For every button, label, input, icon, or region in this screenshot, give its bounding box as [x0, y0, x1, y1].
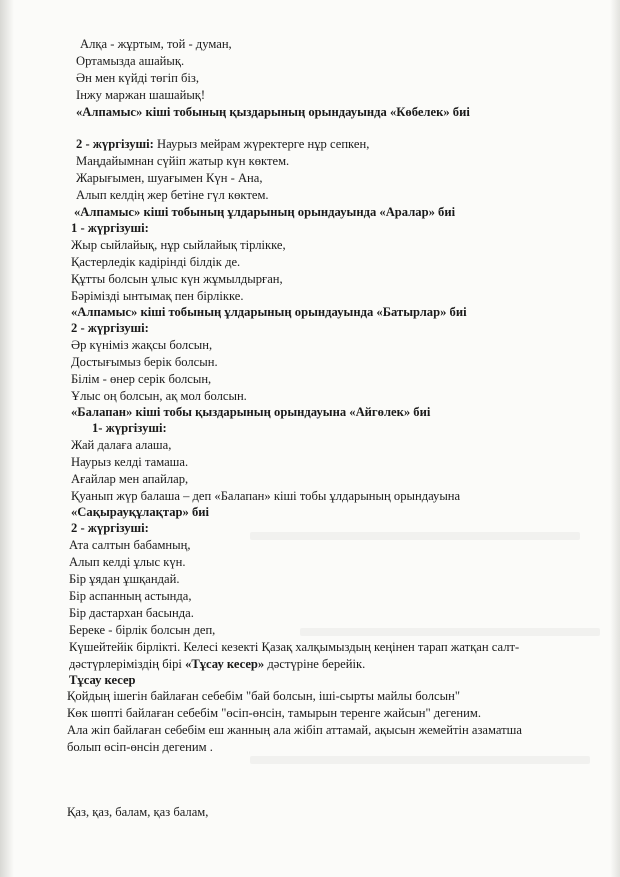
poem-line: Алқа - жұртым, той - думан, — [80, 37, 232, 51]
prose-text: дәстүріне берейік. — [264, 657, 366, 671]
scan-right-edge-shadow — [610, 0, 620, 877]
poem-line: Қастерледік кадірінді білдік де. — [71, 255, 241, 269]
prose-line: Ала жіп байлаған себебім еш жанның ала жібіп аттамай, ақысын жемейтін азаматша — [67, 723, 522, 737]
poem-line: Алып келдің жер бетіне гүл көктем. — [76, 188, 269, 202]
poem-line: Наурыз келді тамаша. — [71, 455, 189, 469]
poem-line: Жарығымен, шуағымен Күн - Ана, — [76, 171, 263, 185]
host-label: 2 - жүргізуші: — [71, 321, 149, 335]
poem-line: Ұлыс оң болсын, ақ мол болсын. — [71, 389, 247, 403]
poem-line: Бір ұядан ұшқандай. — [69, 572, 180, 586]
performance-heading: «Алпамыс» кіші тобының қыздарының орындауында «Көбелек» биі — [76, 105, 470, 119]
section-heading: Тұсау кесер — [69, 673, 136, 687]
poem-line: Ата салтын бабамның, — [69, 538, 191, 552]
host-label: 2 - жүргізуші: — [71, 521, 149, 535]
prose-line — [69, 657, 365, 672]
poem-line: Қуанып жүр балаша – деп «Балапан» кіші тобы ұлдарының орындауына — [71, 489, 461, 503]
performance-heading: «Алпамыс» кіші тобының ұлдарының орындауында «Батырлар» биі — [71, 305, 467, 319]
poem-line: Ортамызда ашайық. — [76, 54, 185, 68]
performance-heading: «Балапан» кіші тобы қыздарының орындауына «Айгөлек» биі — [71, 405, 431, 419]
poem-line: Бәрімізді ынтымақ пен бірлікке. — [71, 289, 244, 303]
poem-line: Ағайлар мен апайлар, — [71, 472, 189, 486]
poem-line: Маңдайымнан сүйіп жатыр күн көктем. — [76, 154, 290, 168]
performance-heading — [71, 505, 209, 520]
bleed-through-mark — [300, 628, 600, 636]
poem-line: Ән мен күйді төгіп біз, — [76, 71, 200, 85]
prose-line: болып өсіп-өнсін дегеним . — [67, 740, 213, 754]
poem-line: Бір дастархан басында. — [69, 606, 194, 620]
poem-line: Жыр сыйлайық, нұр сыйлайық тірлікке, — [71, 238, 286, 252]
performance-heading: «Алпамыс» кіші тобының ұлдарының орындауында «Аралар» биі — [74, 205, 456, 219]
dance-name: «Сақырауқұлақтар» — [71, 505, 189, 519]
scan-left-edge-shadow — [0, 0, 14, 877]
poem-line: Береке - бірлік болсын деп, — [69, 623, 216, 637]
poem-line: Әр күніміз жақсы болсын, — [71, 338, 213, 352]
host-line — [76, 137, 369, 152]
poem-line: Достығымыз берік болсын. — [71, 355, 218, 369]
prose-line: Көк шөпті байлаған себебім "өсіп-өнсін, тамырын теренге жайсын" дегеним. — [67, 706, 481, 720]
prose-text: дәстүрлеріміздің бірі — [69, 657, 186, 671]
poem-line: Алып келді ұлыс күн. — [69, 555, 186, 569]
bleed-through-mark — [250, 532, 580, 540]
poem-line: Жай далаға алаша, — [71, 438, 172, 452]
tradition-name: «Тұсау кесер» — [185, 657, 265, 671]
host-label: 2 - жүргізуші: — [76, 137, 154, 151]
host-label: 1- жүргізуші: — [92, 421, 167, 435]
poem-line: Қаз, қаз, балам, қаз балам, — [67, 805, 209, 819]
prose-line: Күшейтейік бірлікті. Келесі кезекті Қазақ халқымыздың кеңінен тарап жатқан салт- — [69, 640, 520, 654]
poem-line: Бір аспанның астында, — [69, 589, 192, 603]
prose-line: Қойдың ішегін байлаған себебім "бай болсын, іші-сырты майлы болсын" — [67, 689, 460, 703]
dance-suffix: биі — [188, 505, 210, 519]
poem-text: Наурыз мейрам жүректерге нұр сепкен, — [153, 137, 370, 151]
bleed-through-mark — [250, 756, 590, 764]
host-label: 1 - жүргізуші: — [71, 221, 149, 235]
poem-line: Құтты болсын ұлыс күн жұмылдырған, — [71, 272, 283, 286]
poem-line: Інжу маржан шашайық! — [76, 88, 206, 102]
poem-line: Білім - өнер серік болсын, — [71, 372, 212, 386]
